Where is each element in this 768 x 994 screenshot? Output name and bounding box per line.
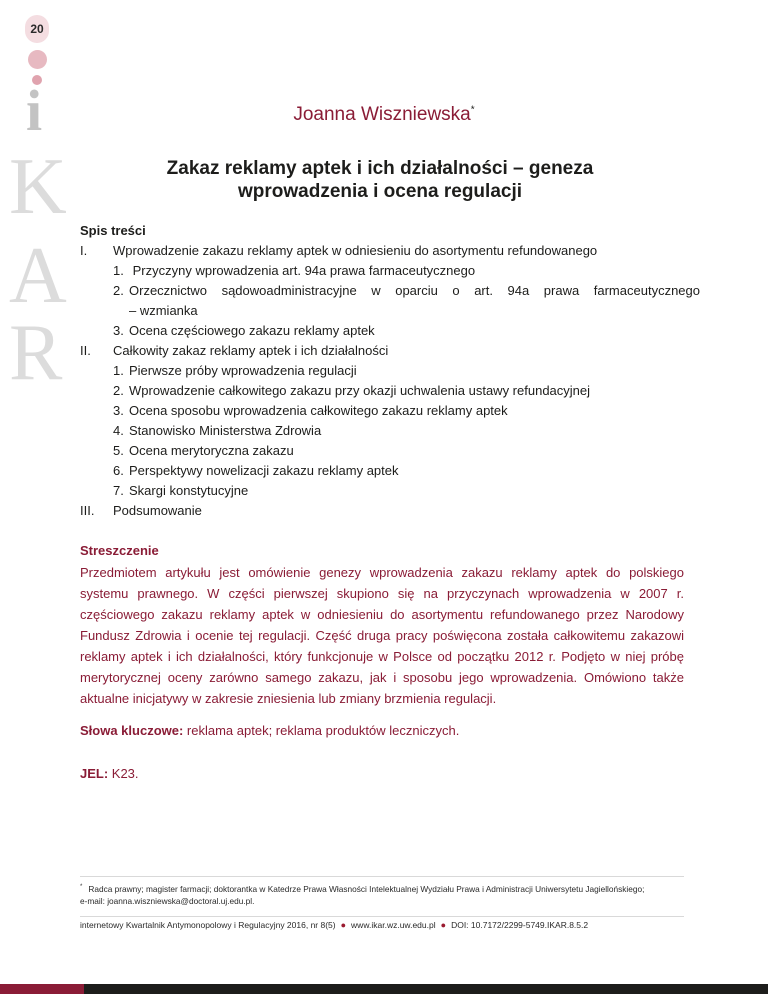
bullet-separator-icon: ● bbox=[440, 920, 447, 930]
toc-item bbox=[113, 281, 700, 321]
title-line-2: wprowadzenia i ocena regulacji bbox=[237, 181, 523, 202]
toc-item-number: 6. bbox=[113, 463, 124, 478]
author-footnote bbox=[80, 881, 690, 907]
toc-item-title: Przyczyny wprowadzenia art. 94a prawa farmaceutycznego bbox=[129, 263, 476, 278]
toc-item bbox=[113, 421, 700, 441]
toc-section bbox=[80, 501, 700, 521]
decorative-dot-large bbox=[28, 50, 47, 69]
toc-section-title: Podsumowanie bbox=[113, 503, 202, 518]
toc-section bbox=[80, 341, 700, 361]
toc-section bbox=[80, 241, 700, 261]
toc-section-title: Wprowadzenie zakazu reklamy aptek w odniesieniu do asortymentu refundowanego bbox=[113, 243, 598, 258]
toc-section-number: I. bbox=[80, 243, 88, 258]
toc-section-number: II. bbox=[80, 343, 91, 358]
toc-item-number: 4. bbox=[113, 423, 124, 438]
toc-item-number: 2. bbox=[113, 283, 124, 298]
article-title bbox=[130, 157, 630, 203]
journal-website-link[interactable]: www.ikar.wz.uw.edu.pl bbox=[351, 920, 436, 930]
ikar-logo-letter-i: i bbox=[26, 78, 43, 143]
bottom-accent-bar bbox=[0, 984, 84, 994]
toc-item-title: Ocena merytoryczna zakazu bbox=[129, 443, 294, 458]
toc-item-number: 2. bbox=[113, 383, 124, 398]
toc-item bbox=[113, 401, 700, 421]
footnote-line-1: Radca prawny; magister farmacji; doktorantka w Katedrze Prawa Własności Intelektualnej Wydziału Prawa i Administracji Uniwersytetu Jagiellońskiego; bbox=[88, 883, 645, 894]
footnote-marker: * bbox=[80, 884, 83, 890]
toc-item-number: 1. bbox=[113, 363, 124, 378]
bottom-dark-bar bbox=[84, 984, 768, 994]
author-name bbox=[0, 104, 768, 126]
toc-item bbox=[113, 461, 700, 481]
jel-classification bbox=[80, 766, 139, 781]
page-number: 20 bbox=[25, 15, 49, 43]
toc-item bbox=[113, 381, 700, 401]
toc-item-title: Skargi konstytucyjne bbox=[129, 483, 249, 498]
toc-item-number: 3. bbox=[113, 403, 124, 418]
abstract bbox=[80, 541, 684, 709]
author-footnote-marker: * bbox=[470, 104, 475, 116]
jel-label: JEL: bbox=[80, 766, 109, 781]
keywords-label: Słowa kluczowe: bbox=[80, 723, 184, 738]
toc-item-title: Orzecznictwo sądowoadministracyjne w oparciu o art. 94a prawa farmaceutycznego bbox=[129, 283, 700, 298]
toc-item-title: Pierwsze próby wprowadzenia regulacji bbox=[129, 363, 357, 378]
toc-item-title: Ocena częściowego zakazu reklamy aptek bbox=[129, 323, 375, 338]
toc-item-title-continuation: – wzmianka bbox=[129, 303, 198, 318]
journal-doi-link[interactable]: DOI: 10.7172/2299-5749.IKAR.8.5.2 bbox=[451, 920, 589, 930]
keywords-value: reklama aptek; reklama produktów leczniczych. bbox=[183, 723, 460, 738]
toc-item-number: 7. bbox=[113, 483, 124, 498]
jel-value: K23. bbox=[108, 766, 139, 781]
title-line-1: Zakaz reklamy aptek i ich działalności – geneza bbox=[166, 158, 594, 179]
footnote-divider bbox=[80, 876, 684, 877]
toc-item bbox=[113, 261, 700, 281]
toc-item-number: 1. bbox=[113, 263, 124, 278]
footnote-line-2: e-mail: joanna.wiszniewska@doctoral.uj.edu.pl. bbox=[80, 895, 255, 906]
toc-item-title: Wprowadzenie całkowitego zakazu przy okazji uchwalenia ustawy refundacyjnej bbox=[129, 383, 591, 398]
author-name-text: Joanna Wiszniewska bbox=[293, 104, 471, 125]
table-of-contents bbox=[80, 221, 700, 521]
keywords bbox=[80, 723, 459, 738]
bullet-separator-icon: ● bbox=[340, 920, 347, 930]
ikar-logo-letter-a: A bbox=[9, 232, 67, 320]
toc-item-number: 5. bbox=[113, 443, 124, 458]
toc-item bbox=[113, 481, 700, 501]
toc-heading: Spis treści bbox=[80, 223, 146, 238]
toc-item bbox=[113, 361, 700, 381]
journal-footer bbox=[80, 920, 588, 930]
toc-section-number: III. bbox=[80, 503, 95, 518]
toc-item bbox=[113, 441, 700, 461]
ikar-logo-letter-r: R bbox=[9, 309, 63, 397]
footer-divider bbox=[80, 916, 684, 917]
toc-item-title: Ocena sposobu wprowadzenia całkowitego zakazu reklamy aptek bbox=[129, 403, 508, 418]
abstract-body: Przedmiotem artykułu jest omówienie genezy wprowadzenia zakazu reklamy aptek do polskiego systemu prawnego. W części pierwszej skupiono się na przyczynach wprowadzenia w 2007 r. częściowego zakazu reklamy aptek w odniesieniu do asortymentu refundowanego przez Narodowy Fundusz Zdrowia i ocenie tej regulacji. Część druga pracy poświęcona została całkowitemu zakazowi reklamy aptek i ich działalności, który funkcjonuje w Polsce od początku 2012 r. Podjęto w niej próbę merytorycznej oceny zarówno samego zakazu, jak i sposobu jego wprowadzenia. Omówiono także aktualne inicjatywy w zakresie zniesienia lub zmiany brzmienia regulacji. bbox=[80, 565, 684, 706]
toc-section-title: Całkowity zakaz reklamy aptek i ich działalności bbox=[113, 343, 389, 358]
toc-item-title: Stanowisko Ministerstwa Zdrowia bbox=[129, 423, 322, 438]
toc-item bbox=[113, 321, 700, 341]
abstract-heading: Streszczenie bbox=[80, 543, 159, 558]
toc-item-number: 3. bbox=[113, 323, 124, 338]
journal-citation: internetowy Kwartalnik Antymonopolowy i Regulacyjny 2016, nr 8(5) bbox=[80, 920, 336, 930]
toc-item-title: Perspektywy nowelizacji zakazu reklamy aptek bbox=[129, 463, 399, 478]
ikar-logo-letter-k: K bbox=[9, 143, 67, 231]
